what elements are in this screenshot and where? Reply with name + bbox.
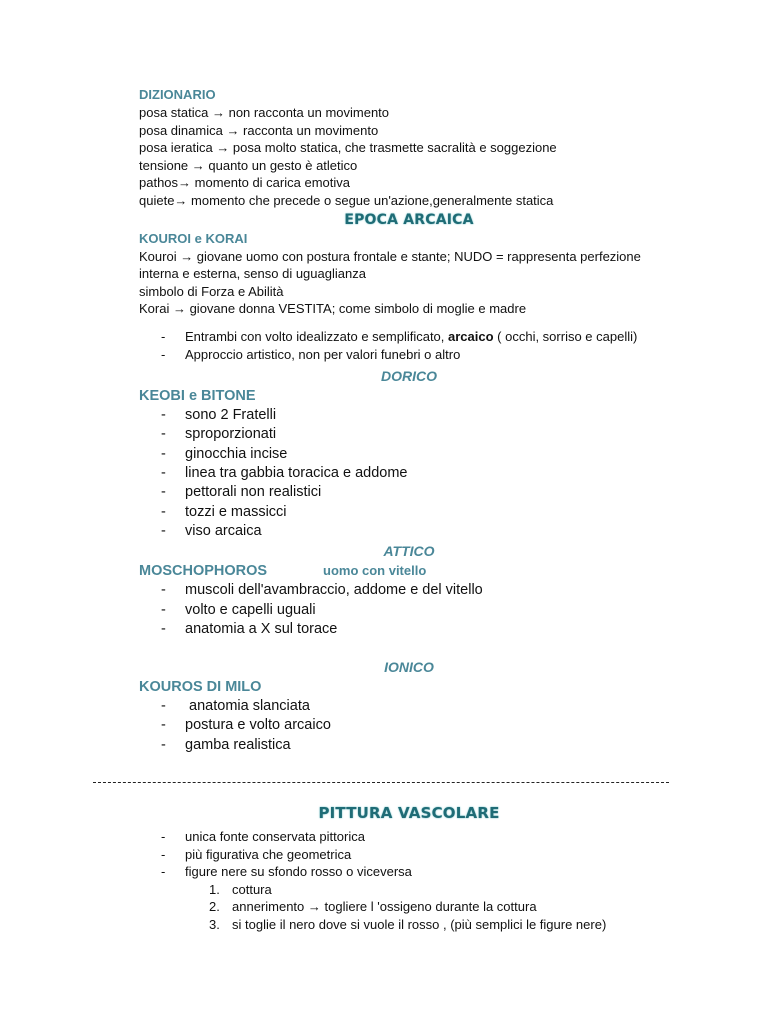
bullet-text: Entrambi con volto idealizzato e semplificato, — [185, 328, 449, 344]
list-item: - postura e volto arcaico — [139, 716, 679, 735]
list-item — [139, 916, 679, 934]
list-item: - muscoli dell'avambraccio, addome e del vitello — [139, 581, 679, 600]
dizionario-heading: DIZIONARIO — [139, 87, 216, 102]
step-number: 1. — [209, 881, 220, 897]
step-number: 3. — [209, 916, 220, 932]
dizionario-line: quiete→ momento che precede o segue un'azione,generalmente statica — [139, 192, 554, 208]
list-item: - gamba realistica — [139, 736, 679, 755]
keobi-bitone-heading: KEOBI e BITONE — [139, 388, 256, 405]
list-item: - ginocchia incise — [139, 445, 679, 464]
list-item — [139, 881, 679, 899]
bullet-bold-word: arcaico — [448, 328, 494, 344]
dorico-heading: DORICO — [381, 368, 437, 385]
list-item: - unica fonte conservata pittorica — [139, 828, 679, 846]
list-item: - linea tra gabbia toracica e addome — [139, 464, 679, 483]
list-item: - Approccio artistico, non per valori funebri o altro — [139, 346, 679, 364]
list-item: - pettorali non realistici — [139, 483, 679, 502]
step-text: cottura — [232, 881, 272, 897]
epoca-bullet-list — [139, 328, 679, 363]
dizionario-line: pathos→ momento di carica emotiva — [139, 175, 350, 191]
section-divider — [93, 782, 669, 783]
ionico-list — [139, 697, 679, 755]
kouroi-line: Kouroi → giovane uomo con postura frontale e stante; NUDO = rappresenta perfezione interna e esterna, senso di uguaglianza — [139, 248, 641, 282]
moschophoros-note: uomo con vitello — [323, 563, 427, 579]
bullet-text: ( occhi, sorriso e capelli) — [493, 328, 638, 344]
list-item: - più figurativa che geometrica — [139, 846, 679, 864]
step-number: 2. — [209, 899, 220, 915]
dizionario-line: tensione → quanto un gesto è atletico — [139, 157, 358, 173]
list-item: - sproporzionati — [139, 425, 679, 444]
list-item: - tozzi e massicci — [139, 503, 679, 522]
dizionario-line: posa dinamica → racconta un movimento — [139, 122, 379, 138]
korai-line: Korai → giovane donna VESTITA; come simbolo di moglie e madre — [139, 301, 527, 317]
document-page — [139, 86, 679, 755]
list-item: - viso arcaica — [139, 522, 679, 541]
pittura-section — [139, 804, 679, 934]
list-item: - anatomia slanciata — [139, 697, 679, 716]
pittura-list — [139, 828, 679, 881]
pittura-vascolare-heading: PITTURA VASCOLARE — [318, 804, 500, 822]
step-text: si toglie il nero dove si vuole il rosso , (più semplici le figure nere) — [232, 916, 607, 932]
dorico-list — [139, 406, 679, 541]
list-item: - volto e capelli uguali — [139, 601, 679, 620]
list-item: - figure nere su sfondo rosso o viceversa — [139, 863, 679, 881]
kouroi-line: simbolo di Forza e Abilità — [139, 283, 284, 299]
dizionario-line: posa statica → non racconta un movimento — [139, 105, 390, 120]
pittura-steps — [139, 881, 679, 934]
dizionario-line: posa ieratica → posa molto statica, che trasmette sacralità e soggezione — [139, 140, 557, 156]
attico-heading: ATTICO — [383, 543, 435, 560]
list-item — [139, 898, 679, 916]
list-item: - sono 2 Fratelli — [139, 406, 679, 425]
kouroi-korai-heading: KOUROI e KORAI — [139, 230, 248, 246]
list-item — [139, 328, 679, 346]
attico-list — [139, 581, 679, 639]
moschophoros-heading: MOSCHOPHOROS — [139, 563, 268, 580]
step-text: annerimento → togliere l 'ossigeno durante la cottura — [232, 899, 537, 915]
moschophoros-heading-row — [139, 561, 679, 581]
kouros-milo-heading: KOUROS DI MILO — [139, 679, 262, 696]
epoca-arcaica-heading: EPOCA ARCAICA — [344, 211, 474, 228]
list-item: - anatomia a X sul torace — [139, 620, 679, 639]
ionico-heading: IONICO — [384, 659, 434, 676]
